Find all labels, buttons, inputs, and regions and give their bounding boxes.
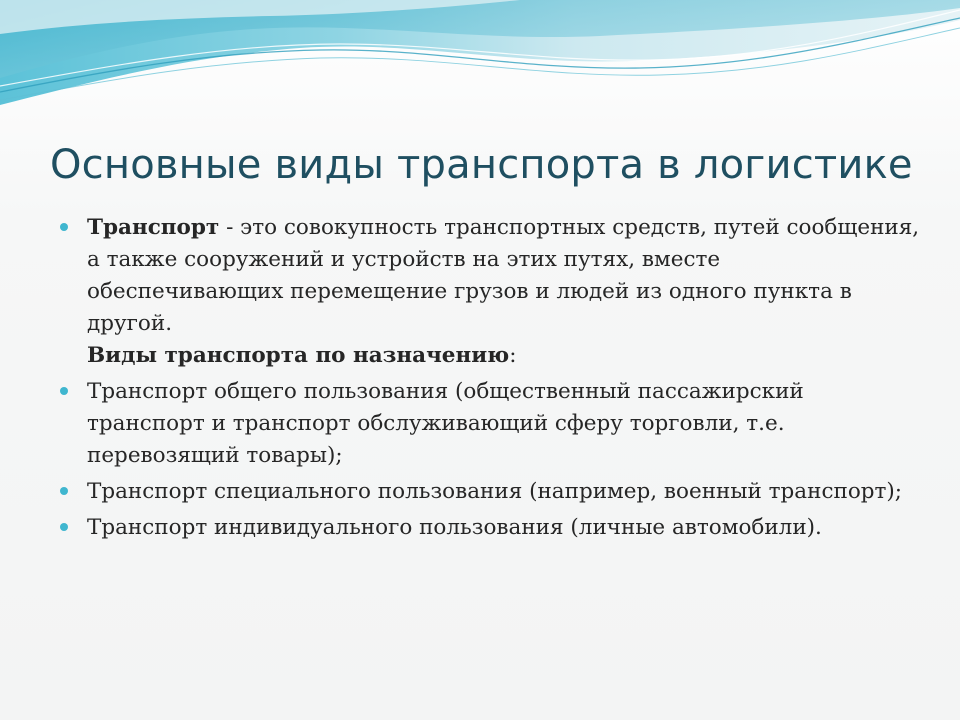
list-item-text: Транспорт общего пользования (общественный пассажирский транспорт и транспорт обслуживающий сферу торговли, т.е. перевозящий товары); xyxy=(87,379,804,468)
bullet-dot-icon xyxy=(60,387,68,395)
definition-term: Транспорт xyxy=(87,215,220,240)
list-item-definition xyxy=(60,212,920,372)
slide-content xyxy=(60,212,920,544)
definition-body: - это совокупность транспортных средств, путей сообщения, а также сооружений и устройств на этих путях, вместе обеспечивающих перемещение грузов и людей из одного пункта в другой. xyxy=(87,215,920,336)
wave-decoration xyxy=(0,0,960,115)
subheading: Виды транспорта по назначению xyxy=(87,343,510,368)
list-item xyxy=(60,476,920,508)
list-item-text: Транспорт специального пользования (например, военный транспорт); xyxy=(87,479,903,504)
bullet-dot-icon xyxy=(60,487,68,495)
slide-title: Основные виды транспорта в логистике xyxy=(50,142,913,188)
bullet-dot-icon xyxy=(60,523,68,531)
subheading-suffix: : xyxy=(509,343,517,368)
bullet-dot-icon xyxy=(60,223,68,231)
definition-text xyxy=(87,215,919,336)
list-item xyxy=(60,376,920,472)
list-item-text: Транспорт индивидуального пользования (личные автомобили). xyxy=(87,515,822,540)
list-item xyxy=(60,512,920,544)
subheading-line xyxy=(87,340,920,372)
